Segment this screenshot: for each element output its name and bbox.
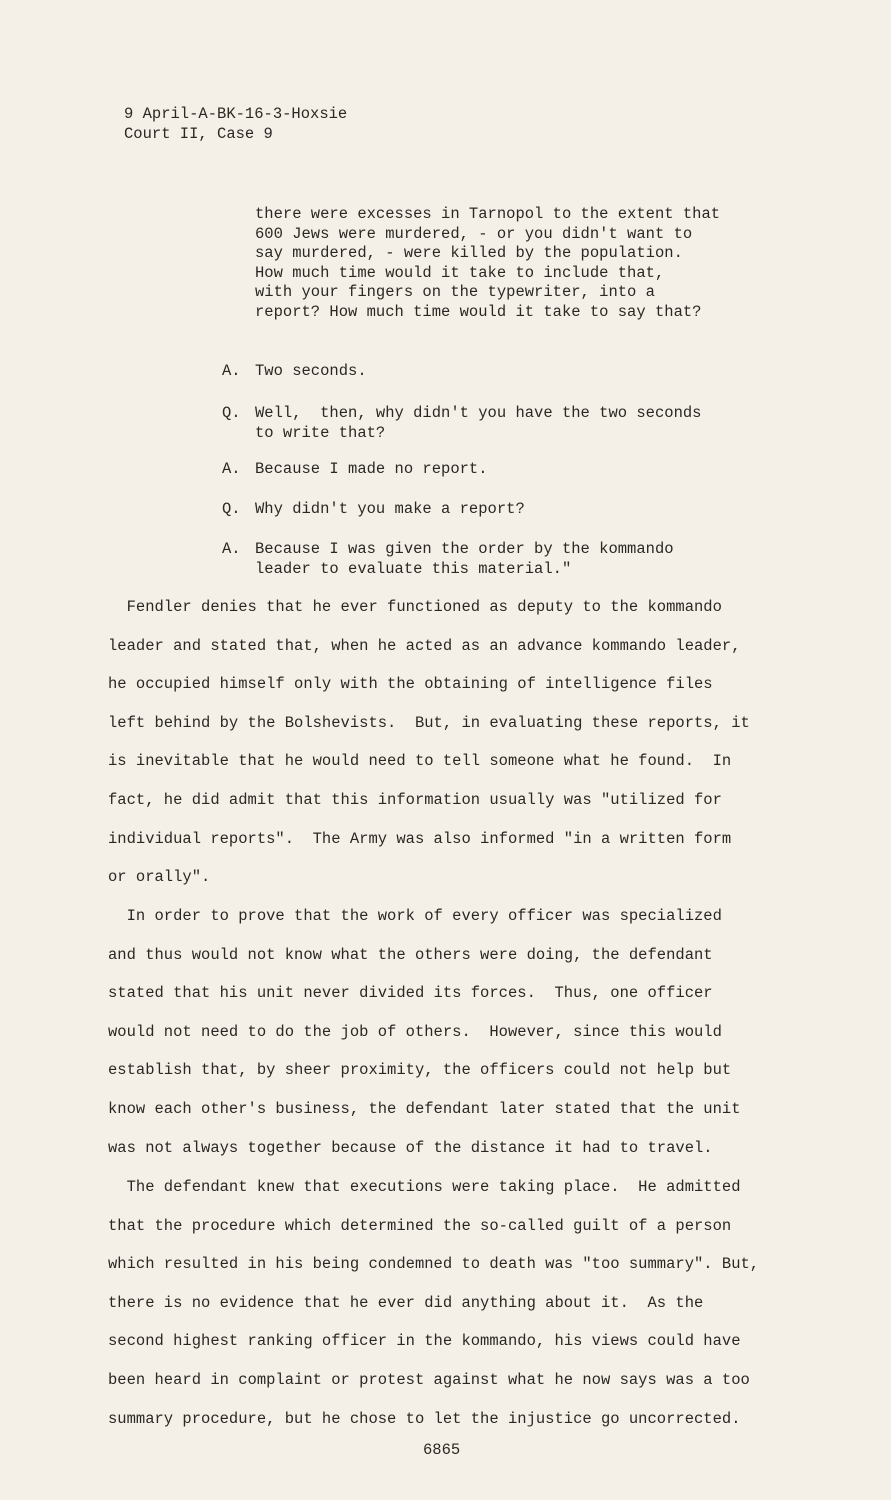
qa-tag: A. — [222, 460, 241, 478]
paragraph-line: know each other's business, the defendant later stated that the unit — [108, 1099, 741, 1118]
paragraph-line: left behind by the Bolshevists. But, in evaluating these reports, it — [108, 713, 750, 732]
body-paragraph-3 — [108, 1168, 788, 1438]
qa-tag: Q. — [222, 404, 241, 422]
paragraph-line: he occupied himself only with the obtaining of intelligence files — [108, 675, 713, 694]
paragraph-line: would not need to do the job of others. However, since this would — [108, 1022, 722, 1041]
paragraph-line: stated that his unit never divided its forces. Thus, one officer — [108, 984, 713, 1003]
paragraph-line: there is no evidence that he ever did anything about it. As the — [108, 1293, 704, 1312]
paragraph-line: Fendler denies that he ever functioned as deputy to the kommando — [108, 598, 722, 616]
paragraph-line: individual reports". The Army was also informed "in a written form — [108, 829, 732, 848]
quote-line: say murdered, - were killed by the population. — [255, 244, 683, 262]
paragraph-line: which resulted in his being condemned to death was "too summary". But, — [108, 1255, 760, 1274]
paragraph-line: been heard in complaint or protest against what he now says was a too — [108, 1370, 750, 1389]
paragraph-line: summary procedure, but he chose to let the injustice go uncorrected. — [108, 1409, 741, 1428]
paragraph-line: leader and stated that, when he acted as an advance kommando leader, — [108, 636, 741, 655]
qa-tag: Q. — [222, 500, 241, 518]
quote-line: report? How much time would it take to say that? — [255, 302, 702, 321]
qa-line: Because I made no report. — [255, 460, 488, 478]
qa-line: to write that? — [255, 424, 386, 442]
qa-item — [222, 361, 782, 381]
quote-line: there were excesses in Tarnopol to the extent that — [255, 205, 721, 223]
paragraph-line: The defendant knew that executions were taking place. He admitted — [108, 1178, 741, 1196]
paragraph-line: that the procedure which determined the so-called guilt of a person — [108, 1216, 732, 1235]
quote-line: 600 Jews were murdered, - or you didn't want to — [255, 224, 693, 243]
page-number: 6865 — [423, 1441, 461, 1459]
qa-item — [222, 539, 782, 579]
header-line-2: Court II, Case 9 — [124, 125, 273, 143]
qa-line: Because I was given the order by the kommando — [255, 540, 674, 558]
paragraph-line: was not always together because of the distance it had to travel. — [108, 1138, 713, 1157]
paragraph-line: or orally". — [108, 868, 211, 887]
paragraph-line: and thus would not know what the others were doing, the defendant — [108, 945, 713, 964]
quote-line: How much time would it take to include that, — [255, 263, 665, 282]
paragraph-line: is inevitable that he would need to tell someone what he found. In — [108, 752, 732, 771]
qa-item — [222, 459, 782, 479]
header-line-1: 9 April-A-BK-16-3-Hoxsie — [124, 105, 348, 123]
paragraph-line: fact, he did admit that this information usually was "utilized for — [108, 790, 722, 809]
qa-line: Why didn't you make a report? — [255, 500, 525, 518]
quoted-question-block — [255, 205, 720, 322]
paragraph-line: second highest ranking officer in the kommando, his views could have — [108, 1332, 741, 1351]
qa-item — [222, 403, 782, 443]
qa-item — [222, 499, 782, 519]
quote-line: with your fingers on the typewriter, into a — [255, 283, 655, 301]
qa-tag: A. — [222, 540, 241, 558]
qa-line: leader to evaluate this material." — [255, 560, 572, 578]
body-paragraph-2 — [108, 897, 788, 1167]
qa-line: Two seconds. — [255, 362, 367, 380]
qa-tag: A. — [222, 362, 241, 380]
qa-line: Well, then, why didn't you have the two seconds — [255, 404, 702, 422]
paragraph-line: In order to prove that the work of every officer was specialized — [108, 907, 722, 925]
body-paragraph-1 — [108, 588, 788, 897]
document-header — [124, 104, 347, 144]
paragraph-line: establish that, by sheer proximity, the officers could not help but — [108, 1061, 732, 1080]
